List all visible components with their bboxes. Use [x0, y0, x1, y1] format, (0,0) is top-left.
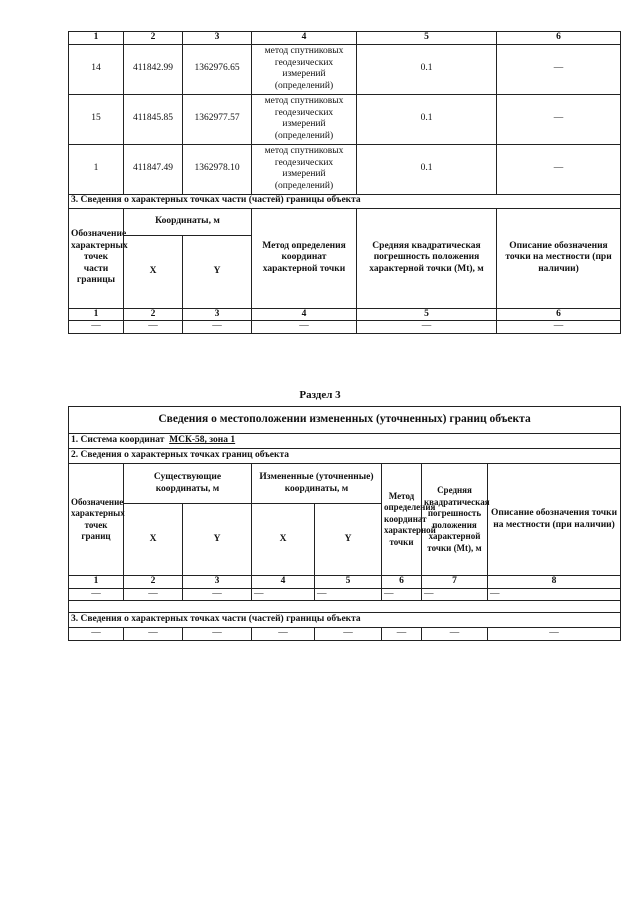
empty-cell: — — [422, 628, 488, 641]
coord-x: 411847.49 — [124, 144, 183, 194]
table-title: Сведения о местоположении измененных (уточненных) границ объекта — [69, 407, 621, 434]
header-row — [69, 208, 621, 235]
col-number: 6 — [382, 576, 422, 589]
method-cell: метод спутниковых геодезических измерений (определений) — [252, 144, 357, 194]
points-table-continuation — [68, 31, 621, 334]
table-row — [69, 321, 621, 334]
col-number: 2 — [124, 32, 183, 45]
header-changed-coordinates: Измененные (уточненные) координаты, м — [252, 464, 382, 504]
description-cell: — — [497, 94, 621, 144]
header-row — [69, 464, 621, 504]
header-y: Y — [315, 504, 382, 576]
empty-cell: — — [382, 588, 422, 601]
col-number: 3 — [183, 576, 252, 589]
col-number: 5 — [357, 308, 497, 321]
method-cell: метод спутниковых геодезических измерений (определений) — [252, 94, 357, 144]
header-x: X — [252, 504, 315, 576]
header-point: Обозначение характерных точек части границы — [69, 208, 124, 308]
col-number: 1 — [69, 32, 124, 45]
empty-cell: — — [252, 321, 357, 334]
empty-cell: — — [69, 588, 124, 601]
col-number: 5 — [315, 576, 382, 589]
header-point: Обозначение характерных точек границ — [69, 464, 124, 576]
section-row — [69, 449, 621, 464]
empty-cell: — — [315, 628, 382, 641]
part3-title: 3. Сведения о характерных точках части (частей) границы объекта — [69, 194, 621, 208]
col-number: 1 — [69, 576, 124, 589]
mt-cell: 0.1 — [357, 144, 497, 194]
coord-y: 1362976.65 — [183, 44, 252, 94]
empty-cell: — — [183, 588, 252, 601]
empty-cell: — — [252, 588, 315, 601]
table-row — [69, 44, 621, 94]
header-y: Y — [183, 504, 252, 576]
changed-boundaries-table — [68, 406, 621, 641]
header-mt: Средняя квадратическая погрешность положения характерной точки (Mt), м — [357, 208, 497, 308]
empty-cell: — — [488, 588, 621, 601]
description-cell: — — [497, 44, 621, 94]
col-number: 7 — [422, 576, 488, 589]
empty-cell: — — [382, 628, 422, 641]
col-number: 5 — [357, 32, 497, 45]
column-number-row — [69, 308, 621, 321]
coord-x: 411842.99 — [124, 44, 183, 94]
header-method: Метод определения координат характерной точки — [252, 208, 357, 308]
header-description: Описание обозначения точки на местности (при наличии) — [488, 464, 621, 576]
empty-cell: — — [252, 628, 315, 641]
col-number: 3 — [183, 308, 252, 321]
coord-system — [69, 434, 621, 449]
col-number: 2 — [124, 576, 183, 589]
section-title: Раздел 3 — [299, 389, 341, 401]
header-description: Описание обозначения точки на местности (при наличии) — [497, 208, 621, 308]
header-x: X — [124, 235, 183, 308]
coord-y: 1362977.57 — [183, 94, 252, 144]
empty-cell: — — [69, 321, 124, 334]
coord-system-value: МСК-58, зона 1 — [169, 435, 236, 446]
part3-title: 3. Сведения о характерных точках части (частей) границы объекта — [69, 613, 621, 628]
empty-cell: — — [124, 628, 183, 641]
table-row — [69, 94, 621, 144]
part2-title: 2. Сведения о характерных точках границ объекта — [69, 449, 621, 464]
empty-cell: — — [497, 321, 621, 334]
empty-cell: — — [315, 588, 382, 601]
empty-cell: — — [488, 628, 621, 641]
table-row — [69, 628, 621, 641]
point-number: 15 — [69, 94, 124, 144]
col-number: 1 — [69, 308, 124, 321]
point-number: 14 — [69, 44, 124, 94]
col-number: 4 — [252, 32, 357, 45]
header-y: Y — [183, 235, 252, 308]
empty-cell: — — [124, 321, 183, 334]
col-number: 3 — [183, 32, 252, 45]
header-mt: Средняя квадратическая погрешность положения характерной точки (Mt), м — [422, 464, 488, 576]
col-number: 4 — [252, 308, 357, 321]
empty-cell: — — [183, 321, 252, 334]
method-cell: метод спутниковых геодезических измерений (определений) — [252, 44, 357, 94]
coord-x: 411845.85 — [124, 94, 183, 144]
empty-cell: — — [422, 588, 488, 601]
col-number: 6 — [497, 32, 621, 45]
coord-y: 1362978.10 — [183, 144, 252, 194]
table-title-row — [69, 407, 621, 434]
spacer-row — [69, 601, 621, 613]
table-row — [69, 588, 621, 601]
mt-cell: 0.1 — [357, 94, 497, 144]
col-number: 6 — [497, 308, 621, 321]
spacer — [69, 601, 621, 613]
point-number: 1 — [69, 144, 124, 194]
empty-cell: — — [69, 628, 124, 641]
col-number: 4 — [252, 576, 315, 589]
header-x: X — [124, 504, 183, 576]
header-existing-coordinates: Существующие координаты, м — [124, 464, 252, 504]
description-cell: — — [497, 144, 621, 194]
col-number: 2 — [124, 308, 183, 321]
coord-system-label: 1. Система координат — [71, 435, 165, 446]
mt-cell: 0.1 — [357, 44, 497, 94]
table-row — [69, 144, 621, 194]
empty-cell: — — [183, 628, 252, 641]
col-number: 8 — [488, 576, 621, 589]
section-row — [69, 613, 621, 628]
column-number-row — [69, 32, 621, 45]
header-coordinates: Координаты, м — [124, 208, 252, 235]
empty-cell: — — [124, 588, 183, 601]
empty-cell: — — [357, 321, 497, 334]
section-row — [69, 194, 621, 208]
column-number-row — [69, 576, 621, 589]
coord-system-row — [69, 434, 621, 449]
header-method: Метод определения координат характерной точки — [382, 464, 422, 576]
